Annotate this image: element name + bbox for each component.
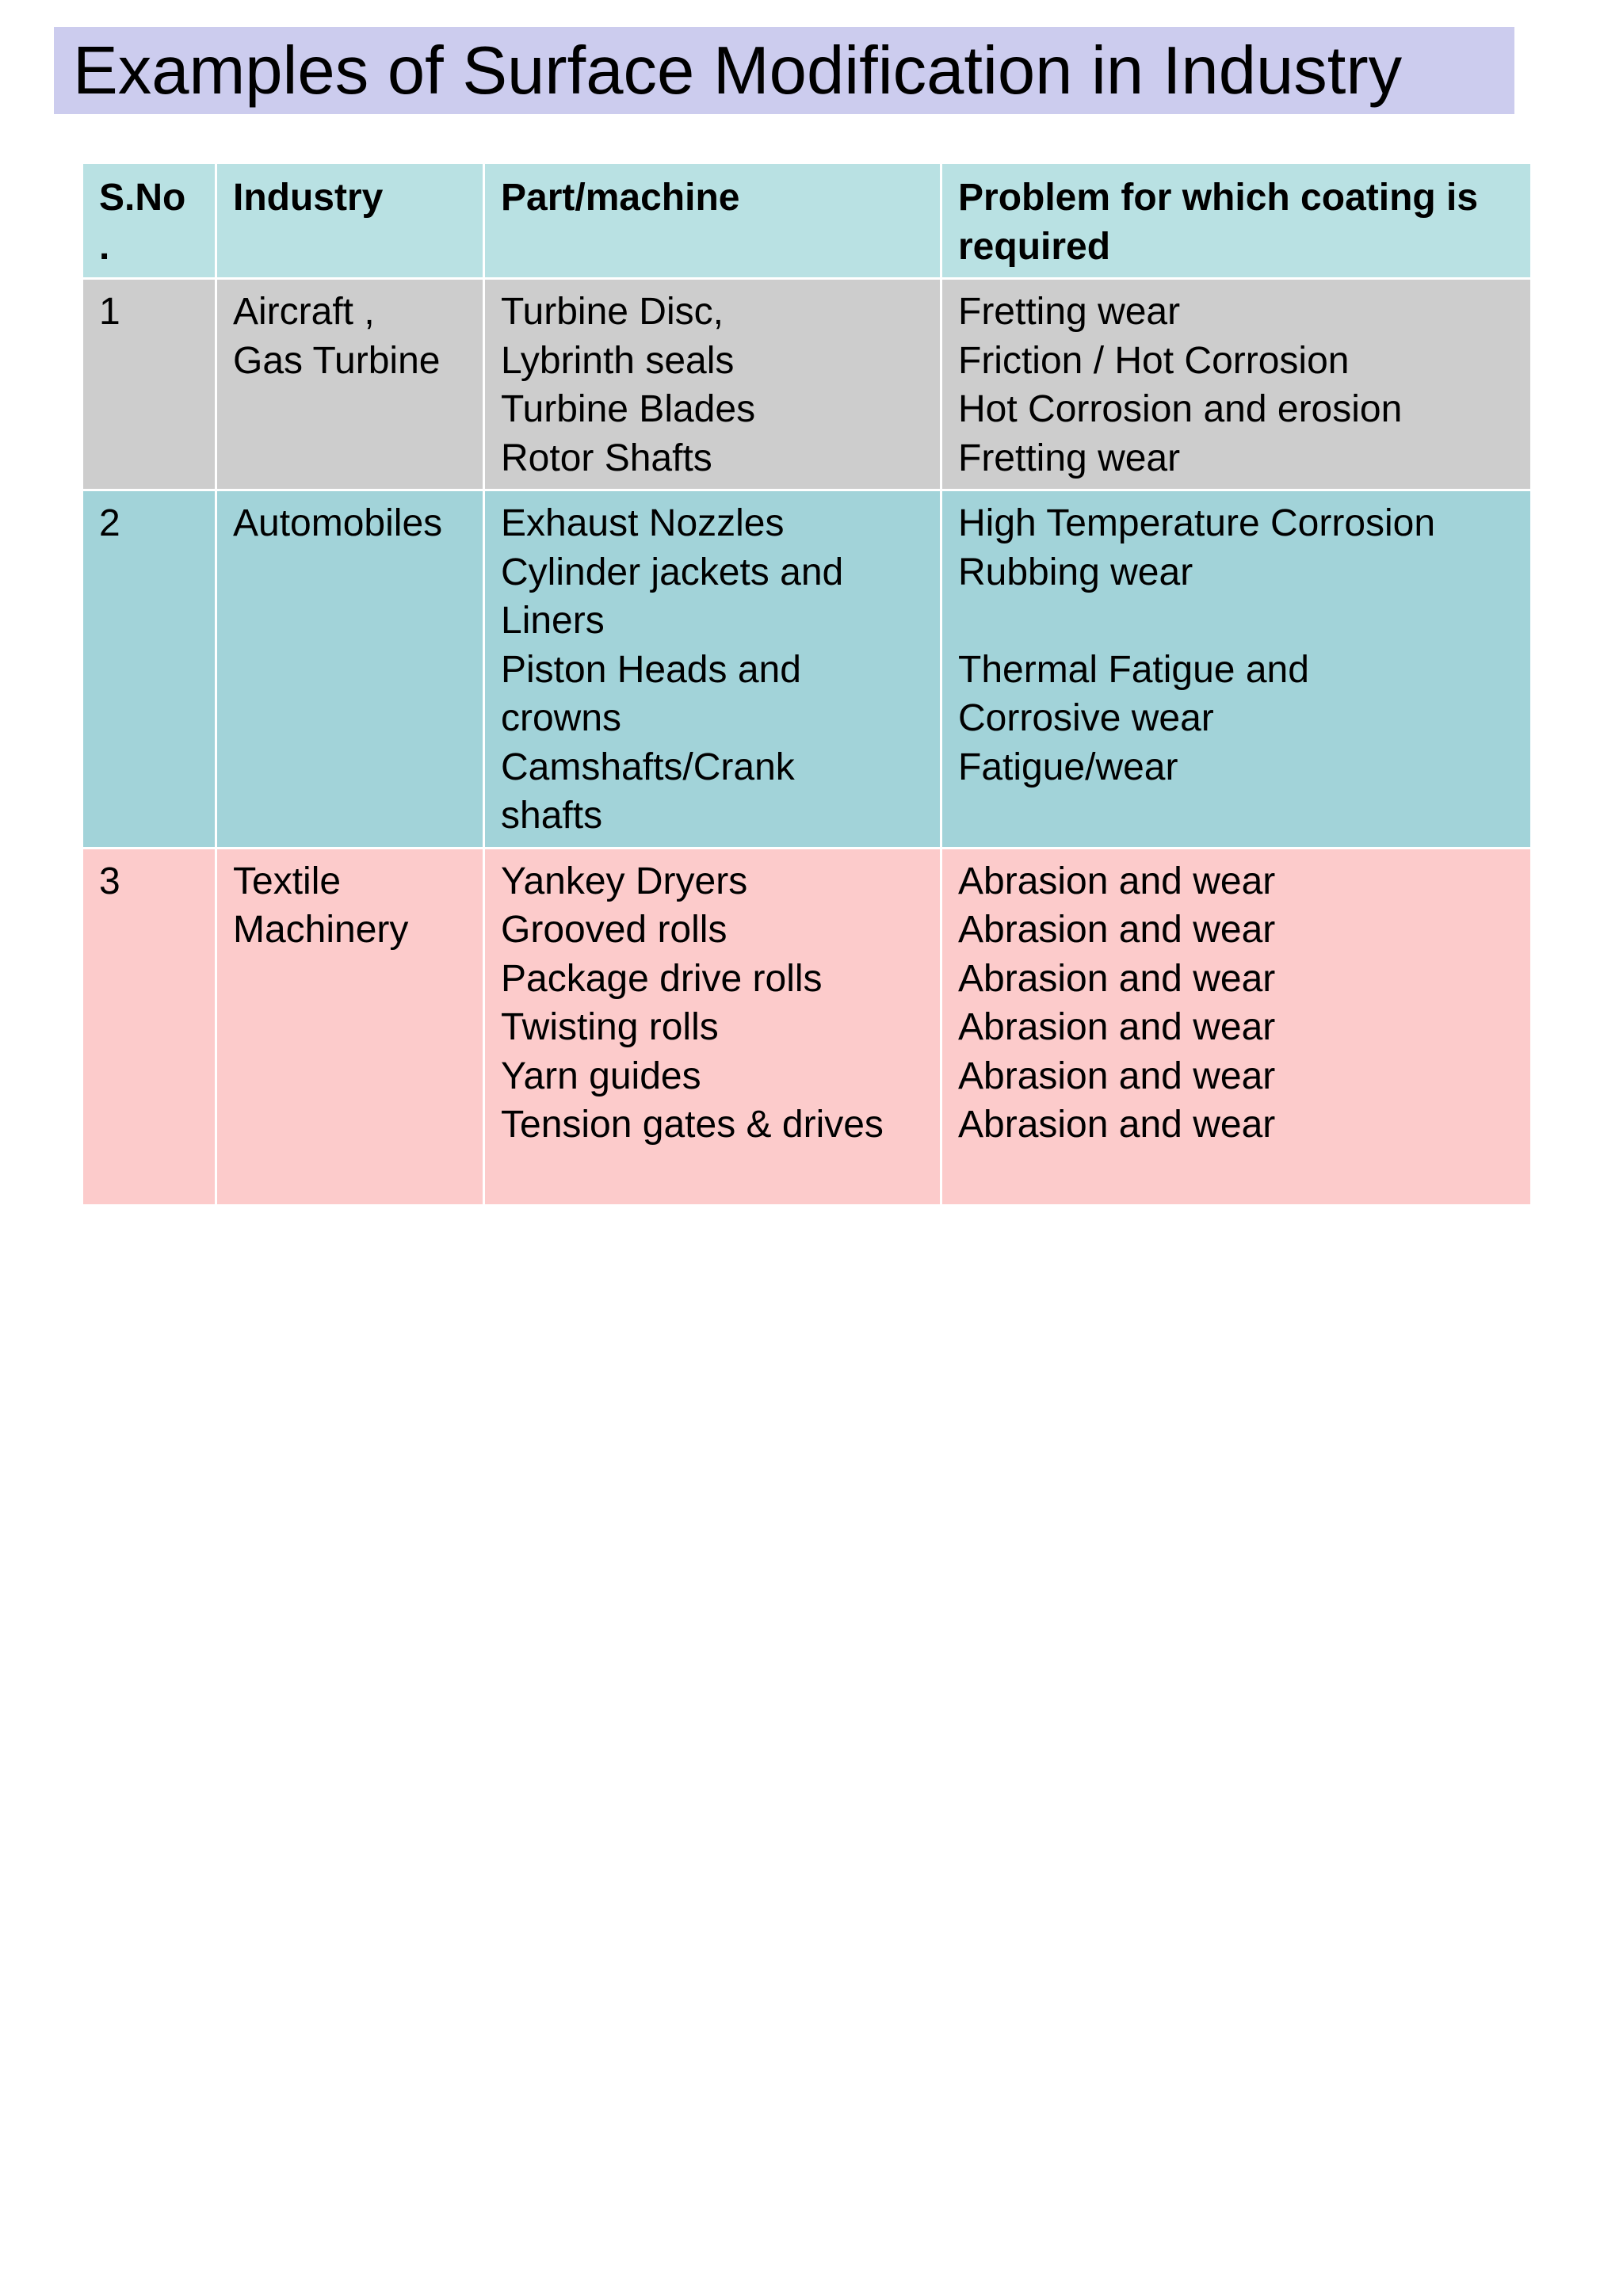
title-banner: [54, 27, 1514, 114]
table-row: [82, 848, 1532, 1205]
cell-industry: [216, 490, 484, 849]
problem-item: Abrasion and wear: [958, 860, 1276, 902]
part-item: Package drive rolls: [501, 957, 823, 1000]
part-item: Yankey Dryers: [501, 860, 748, 902]
part-item: Piston Heads and: [501, 648, 801, 691]
table-row: [82, 279, 1532, 490]
problem-item: Fretting wear: [958, 291, 1181, 333]
problem-item: Fretting wear: [958, 437, 1181, 479]
cell-problems: [941, 279, 1532, 490]
cell-parts: [484, 279, 941, 490]
problem-item: Hot Corrosion and erosion: [958, 388, 1403, 430]
header-problem: Problem for which coating is required: [941, 163, 1532, 279]
problem-item: Friction / Hot Corrosion: [958, 339, 1350, 382]
header-sno: S.No .: [82, 163, 216, 279]
industry-line: Textile: [233, 860, 342, 902]
cell-parts: [484, 848, 941, 1205]
part-item: Camshafts/Crank: [501, 746, 795, 788]
part-item: shafts: [501, 795, 603, 837]
industry-line: Gas Turbine: [233, 339, 441, 382]
industry-line: Aircraft ,: [233, 291, 375, 333]
problem-item: Abrasion and wear: [958, 957, 1276, 1000]
cell-industry: [216, 848, 484, 1205]
cell-sno: 3: [82, 848, 216, 1205]
part-item: Liners: [501, 600, 605, 642]
part-item: Grooved rolls: [501, 909, 727, 951]
part-item: Twisting rolls: [501, 1006, 719, 1048]
cell-sno: 2: [82, 490, 216, 849]
page-title: Examples of Surface Modification in Industry: [73, 33, 1403, 109]
part-item: Rotor Shafts: [501, 437, 712, 479]
part-item: Lybrinth seals: [501, 339, 735, 382]
part-item: Cylinder jackets and: [501, 551, 844, 593]
problem-spacer: [958, 597, 1516, 646]
problem-item: Fatigue/wear: [958, 746, 1178, 788]
industry-coating-table: [81, 162, 1533, 1207]
header-part-machine: Part/machine: [484, 163, 941, 279]
problem-item: Corrosive wear: [958, 697, 1214, 739]
part-item: Exhaust Nozzles: [501, 502, 785, 544]
problem-item: Abrasion and wear: [958, 1104, 1276, 1146]
problem-item: Abrasion and wear: [958, 1006, 1276, 1048]
problem-item: Thermal Fatigue and: [958, 648, 1309, 691]
problem-item: Abrasion and wear: [958, 909, 1276, 951]
part-item: Turbine Blades: [501, 388, 756, 430]
problem-item: High Temperature Corrosion: [958, 502, 1436, 544]
cell-problems: [941, 848, 1532, 1205]
industry-line: Machinery: [233, 909, 409, 951]
part-item: Tension gates & drives: [501, 1104, 884, 1146]
industry-line: Automobiles: [233, 502, 443, 544]
problem-item: Rubbing wear: [958, 551, 1193, 593]
cell-industry: [216, 279, 484, 490]
cell-sno: 1: [82, 279, 216, 490]
header-industry: Industry: [216, 163, 484, 279]
part-item: Turbine Disc,: [501, 291, 724, 333]
cell-problems: [941, 490, 1532, 849]
part-item: Yarn guides: [501, 1055, 701, 1097]
table-header-row: [82, 163, 1532, 279]
cell-parts: [484, 490, 941, 849]
table-row: [82, 490, 1532, 849]
part-item: crowns: [501, 697, 622, 739]
problem-item: Abrasion and wear: [958, 1055, 1276, 1097]
